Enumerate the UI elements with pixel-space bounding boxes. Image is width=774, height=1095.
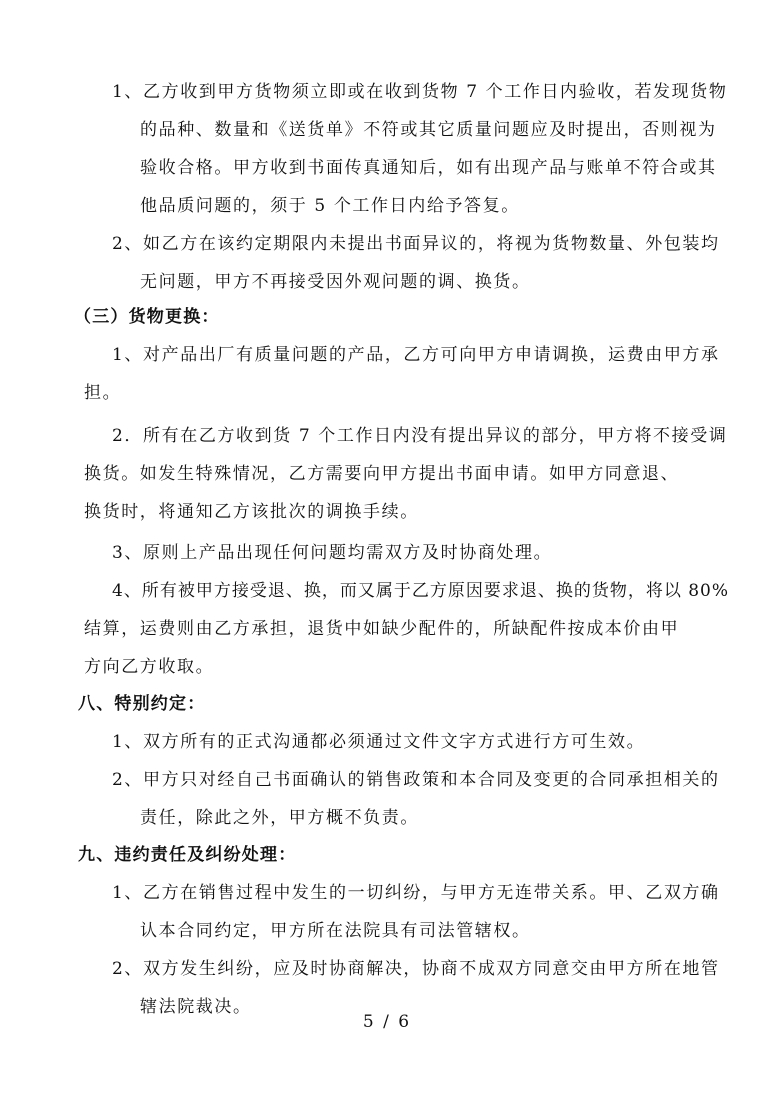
clause-line: 辖法院裁决。 bbox=[140, 997, 252, 1017]
clause-line: 方向乙方收取。 bbox=[84, 657, 215, 677]
section-heading: （三）货物更换： bbox=[74, 307, 220, 327]
clause-line: 无问题，甲方不再接受因外观问题的调、换货。 bbox=[140, 272, 531, 292]
clause-line: 2、甲方只对经自己书面确认的销售政策和本合同及变更的合同承担相关的 bbox=[112, 770, 720, 790]
clause-line: 他品质问题的，须于 5 个工作日内给予答复。 bbox=[140, 196, 520, 216]
clause-line: 的品种、数量和《送货单》不符或其它质量问题应及时提出，否则视为 bbox=[140, 120, 717, 140]
clause-line: 1、乙方在销售过程中发生的一切纠纷，与甲方无连带关系。甲、乙双方确 bbox=[112, 883, 720, 903]
section-heading: 八、特别约定： bbox=[78, 694, 206, 714]
clause-line: 换货时，将通知乙方该批次的调换手续。 bbox=[84, 502, 419, 522]
clause-line: 认本合同约定，甲方所在法院具有司法管辖权。 bbox=[140, 921, 531, 941]
clause-line: 验收合格。甲方收到书面传真通知后，如有出现产品与账单不符合或其 bbox=[140, 158, 717, 178]
page-number: 5 / 6 bbox=[362, 1012, 412, 1032]
clause-line: 1、乙方收到甲方货物须立即或在收到货物 7 个工作日内验收，若发现货物 bbox=[112, 82, 728, 102]
clause-line: 责任，除此之外，甲方概不负责。 bbox=[140, 808, 419, 828]
section-heading: 九、违约责任及纠纷处理： bbox=[78, 845, 297, 865]
clause-line: 1、双方所有的正式沟通都必须通过文件文字方式进行方可生效。 bbox=[112, 732, 646, 752]
clause-line: 2、如乙方在该约定期限内未提出书面异议的，将视为货物数量、外包装均 bbox=[112, 234, 720, 254]
clause-line: 2．所有在乙方收到货 7 个工作日内没有提出异议的部分，甲方将不接受调 bbox=[112, 426, 728, 446]
clause-line: 担。 bbox=[84, 383, 122, 403]
clause-line: 结算，运费则由乙方承担，退货中如缺少配件的，所缺配件按成本价由甲 bbox=[84, 619, 680, 639]
clause-line: 4、所有被甲方接受退、换，而又属于乙方原因要求退、换的货物，将以 80% bbox=[112, 581, 730, 601]
clause-line: 1、对产品出厂有质量问题的产品，乙方可向甲方申请调换，运费由甲方承 bbox=[112, 345, 720, 365]
clause-line: 换货。如发生特殊情况，乙方需要向甲方提出书面申请。如甲方同意退、 bbox=[84, 464, 680, 484]
clause-line: 2、双方发生纠纷，应及时协商解决，协商不成双方同意交由甲方所在地管 bbox=[112, 959, 720, 979]
clause-line: 3、原则上产品出现任何问题均需双方及时协商处理。 bbox=[112, 543, 553, 563]
